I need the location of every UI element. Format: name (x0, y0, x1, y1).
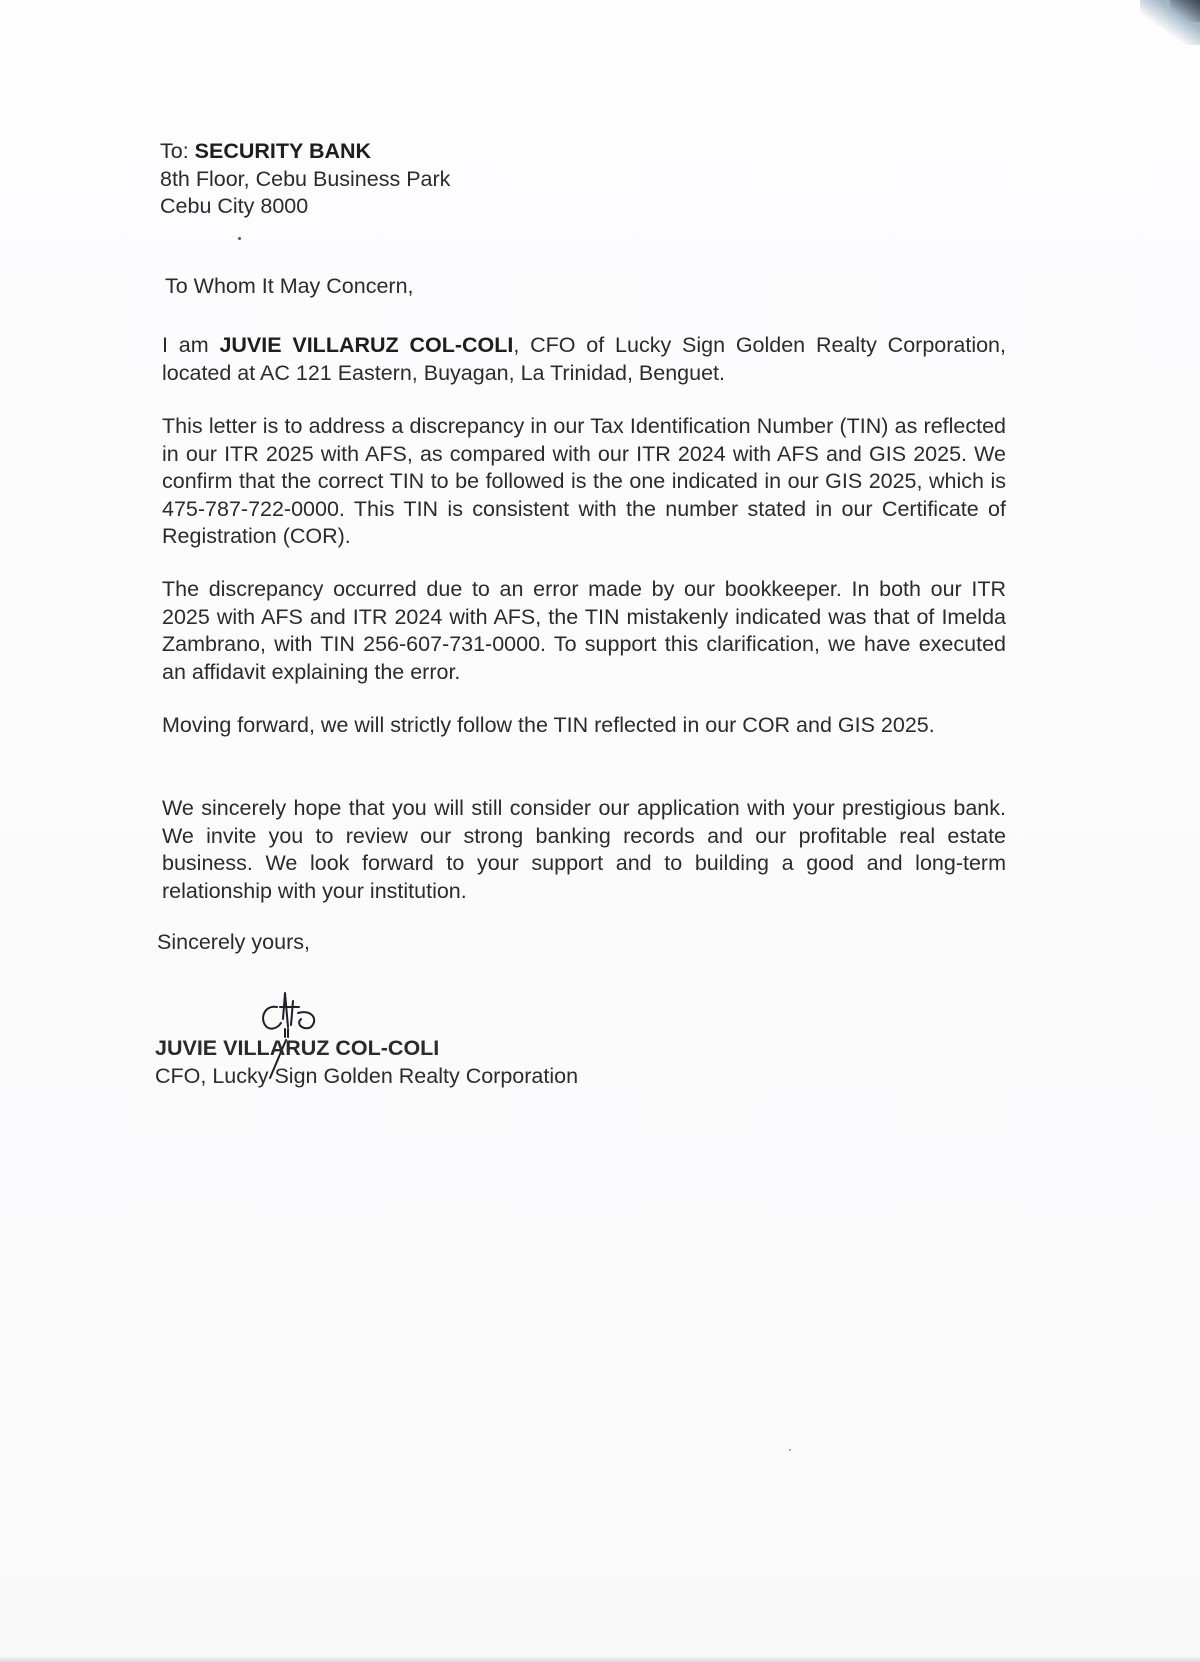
moving-forward-paragraph: Moving forward, we will strictly follow the TIN reflected in our COR and GIS 2025. (162, 713, 935, 737)
recipient-address-line1: 8th Floor, Cebu Business Park (160, 166, 451, 191)
salutation: To Whom It May Concern, (165, 274, 414, 298)
scan-bottom-edge (0, 1656, 1200, 1662)
recipient-address-line2: Cebu City 8000 (160, 194, 309, 218)
intro-paragraph (162, 332, 1006, 387)
recipient-name: SECURITY BANK (194, 139, 372, 163)
hope-paragraph: We sincerely hope that you will still consider our application with your prestigious bank. We invite you to review our strong banking records and our profitable real estate business. We look forward to your support and to building a good and long-term relationship with your institution. (162, 796, 1006, 903)
recipient-to-prefix: To: (160, 139, 195, 163)
scan-corner-edge (1170, 0, 1200, 22)
tin-paragraph: This letter is to address a discrepancy in our Tax Identification Number (TIN) as reflected in our ITR 2025 with AFS, as compared with our ITR 2024 with AFS and GIS 2025. We confirm that the correct TIN to be followed is the one indicated in our GIS 2025, which is 475-787-722-0000. This TIN is consistent with the number stated in our Certificate of Registration (COR). (162, 414, 1006, 548)
signatory-title: CFO, Lucky Sign Golden Realty Corporation (155, 1063, 579, 1088)
intro-rest: , CFO of Lucky Sign Golden Realty Corporation, located at AC 121 Eastern, Buyagan, La Trinidad, Benguet. (162, 333, 1006, 385)
recipient-line (160, 138, 1006, 166)
signatory-name: JUVIE VILLARUZ COL-COLI (155, 1036, 440, 1060)
intro-prefix: I am (162, 333, 220, 357)
scan-speck (238, 237, 241, 240)
closing: Sincerely yours, (157, 930, 310, 954)
intro-name: JUVIE VILLARUZ COL-COLI (219, 333, 514, 357)
scan-speck (789, 1449, 791, 1451)
discrepancy-paragraph: The discrepancy occurred due to an error made by our bookkeeper. In both our ITR 2025 with AFS and ITR 2024 with AFS, the TIN mistakenly indicated was that of Imelda Zambrano, with TIN 256-607-731-0000. To support this clarification, we have executed an affidavit explaining the error. (162, 577, 1006, 684)
signature-block (155, 1035, 1001, 1090)
recipient-address-block (160, 138, 1006, 221)
